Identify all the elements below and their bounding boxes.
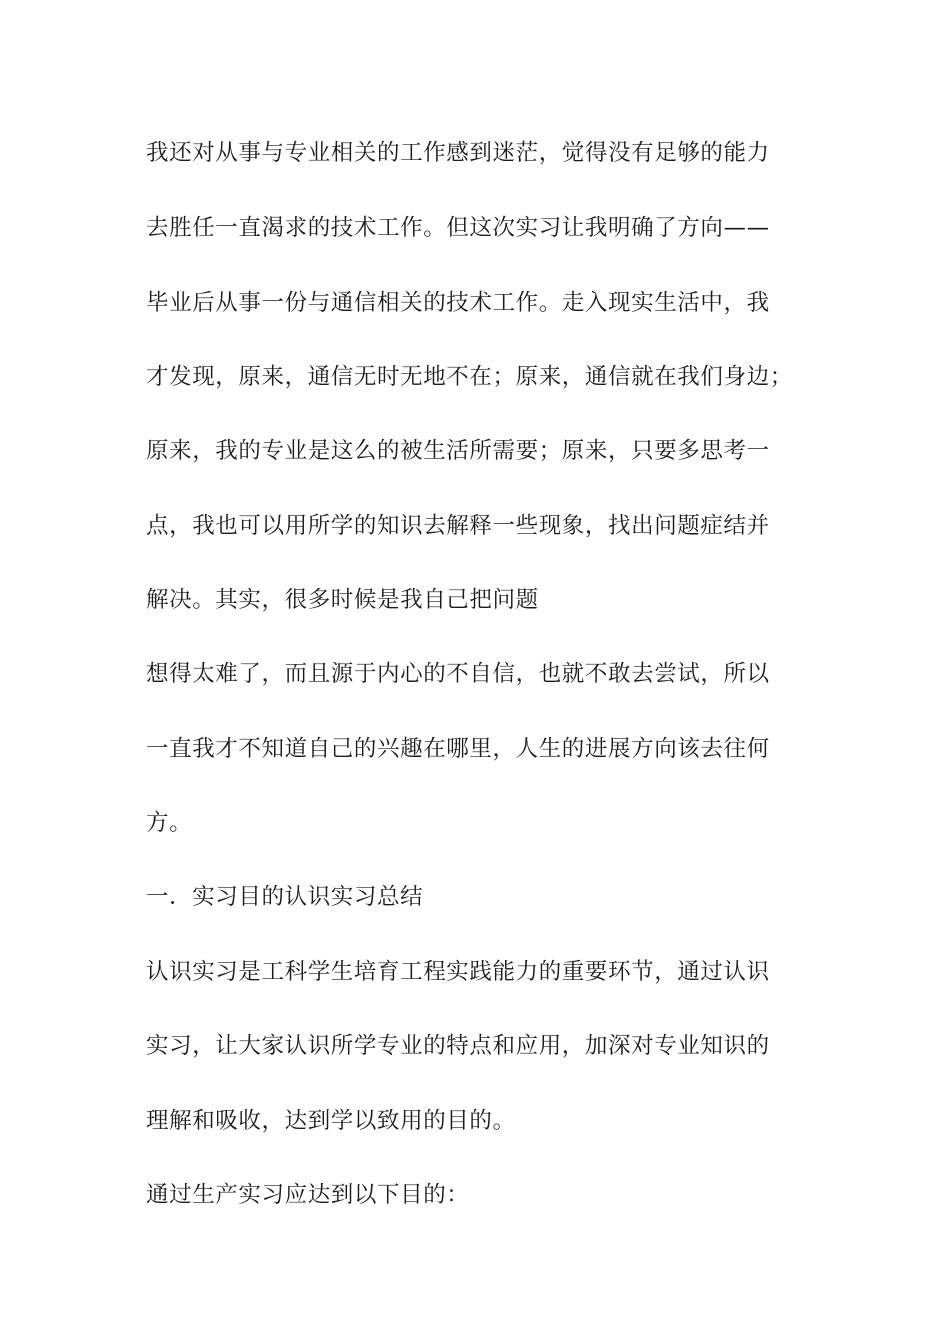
text-line-5: 原来，我的专业是这么的被生活所需要；原来，只要多思考一	[146, 438, 770, 464]
text-line-10: 方。	[146, 810, 193, 836]
text-line-14: 理解和吸收，达到学以致用的目的。	[146, 1108, 516, 1134]
section-heading: 一．实习目的认识实习总结	[146, 884, 424, 910]
text-line-9: 一直我才不知道自己的兴趣在哪里，人生的进展方向该去往何	[146, 736, 770, 762]
text-line-13: 实习，让大家认识所学专业的特点和应用，加深对专业知识的	[146, 1033, 770, 1059]
text-line-6: 点，我也可以用所学的知识去解释一些现象，找出问题症结并	[146, 513, 770, 539]
text-line-8: 想得太难了，而且源于内心的不自信，也就不敢去尝试，所以	[146, 661, 770, 687]
text-line-2: 去胜任一直渴求的技术工作。但这次实习让我明确了方向——	[146, 215, 770, 241]
text-line-15: 通过生产实习应达到以下目的：	[146, 1182, 470, 1208]
text-line-4: 才发现，原来，通信无时无地不在；原来，通信就在我们身边；	[146, 364, 793, 390]
text-line-7: 解决。其实，很多时候是我自己把问题	[146, 587, 539, 613]
text-line-1: 我还对从事与专业相关的工作感到迷茫，觉得没有足够的能力	[146, 140, 770, 166]
text-line-3: 毕业后从事一份与通信相关的技术工作。走入现实生活中，我	[146, 290, 770, 316]
text-line-12: 认识实习是工科学生培育工程实践能力的重要环节，通过认识	[146, 959, 770, 985]
